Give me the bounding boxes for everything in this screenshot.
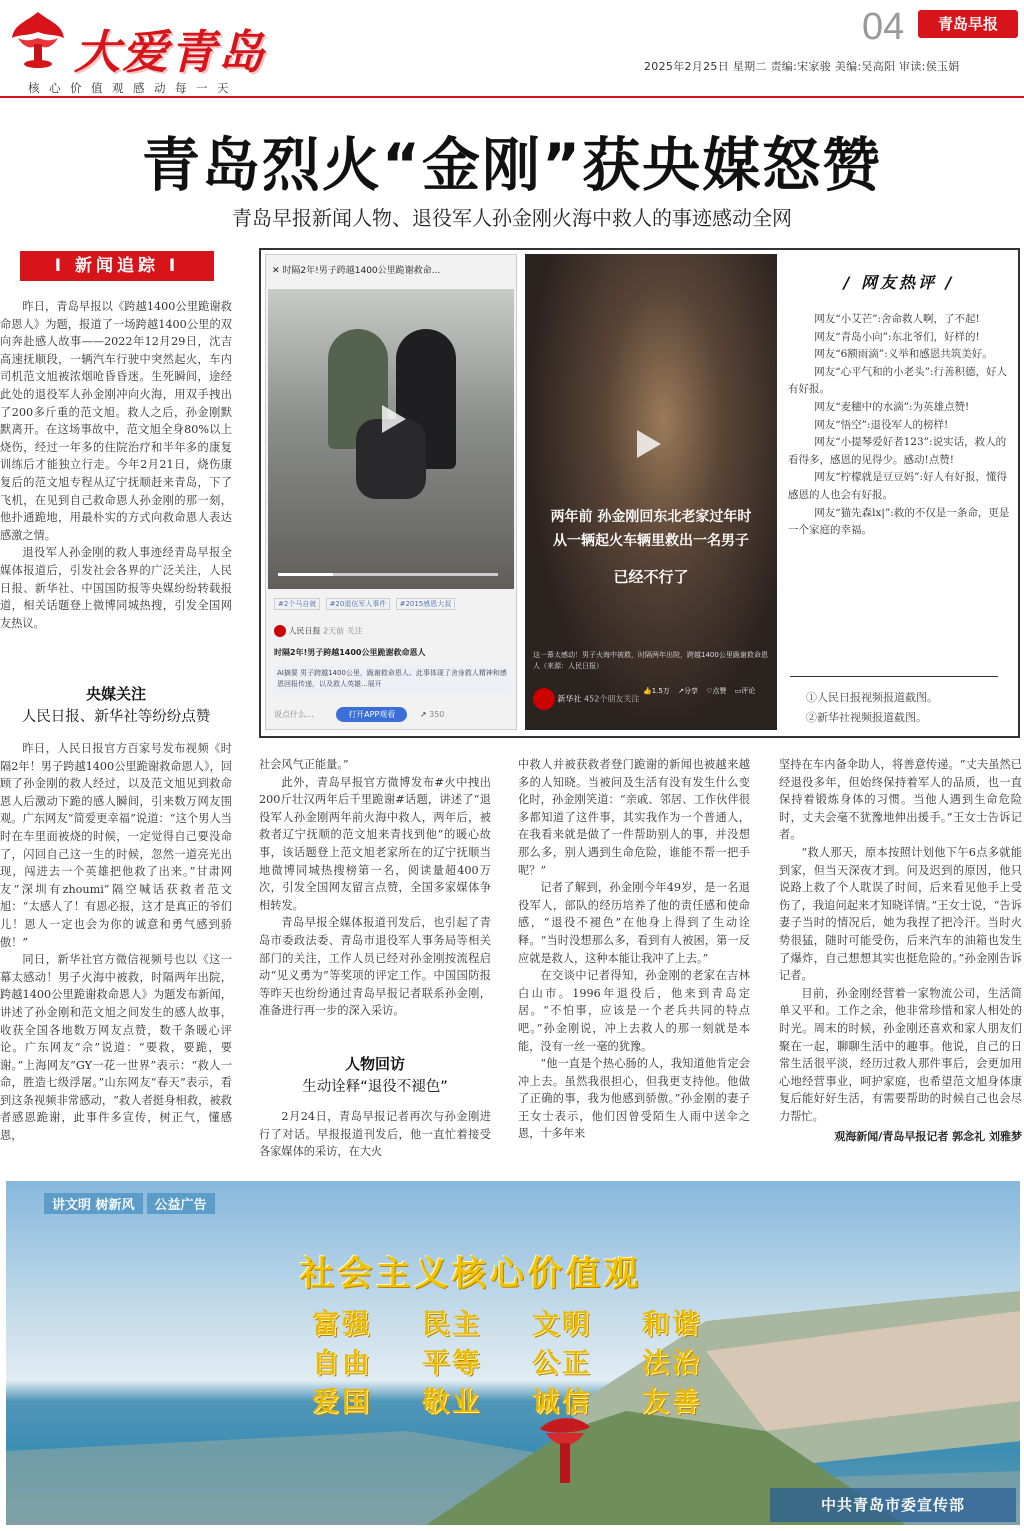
comments-heading: / 网友热评 / xyxy=(843,273,955,292)
section-subtitle-revisit: 生动诠释“退役不褪色” xyxy=(302,1079,448,1095)
comments-divider xyxy=(790,676,998,677)
paragraph: 同日，新华社官方微信视频号也以《这一幕太感动！男子火海中被救，时隔两年出院，跨越1400公里跪谢救命恩人》为题发布新闻，讲述了孙金刚和范文旭之间发生的感人故事，收获全国各地数万网友点赞，数千条暖心评论。广东网友“佘”说道：“要救，要跪，要谢。”上海网友“GY一花一世界”表示：“救人一命，胜造七级浮屠。”山东网友“春天”表示，看到这条视频非常感动，“救人者挺身相救，被救者感恩跪谢，此事件多宣传，树正气，懂感恩， xyxy=(0,953,232,1143)
xinhua-video-screenshot xyxy=(525,254,777,730)
heart-label: 点赞 xyxy=(712,687,727,695)
photo-caption-2: ②新华社视频报道截图。 xyxy=(806,711,927,724)
paragraph: 此外，青岛早报官方微博发布#火中拽出200斤壮汉两年后千里跪谢#话题，讲述了“退役军人孙金刚两年前火海中救人，两年后，被救者辽宁抚顺的范文旭来青找到他”的暖心故事，该话题登上范文旭老家所在的辽宁抚顺当地微博同城热搜榜第一名，阅读量超400万次，引发全国网友留言点赞，全国多家媒体争相转发。 xyxy=(259,775,491,912)
ad-label-civility: 讲文明 树新风 xyxy=(44,1193,143,1214)
article-column-2-top xyxy=(259,756,491,1040)
comment-item: 网友“6额雨滴”:义举和感恩共筑美好。 xyxy=(814,348,993,361)
newspaper-brand: 青岛早报 xyxy=(918,10,1018,38)
comment-item: 网友“悟空”:退役军人的榜样! xyxy=(814,418,949,431)
headline: 青岛烈火“金刚”获央媒怒赞 xyxy=(141,131,883,199)
ad-title: 社会主义核心价值观 xyxy=(300,1254,642,1294)
share-icon[interactable]: ↗ xyxy=(678,687,684,695)
comment-item: 网友“猫先森lx|”:救的不仅是一条命，更是一个家庭的幸福。 xyxy=(788,506,1010,537)
comment-item: 网友“小艾芒”:舍命救人啊，了不起! xyxy=(814,313,980,325)
qingdao-tower-logo-icon xyxy=(6,8,70,72)
article-column-3 xyxy=(518,756,750,1164)
header-divider xyxy=(0,96,1024,98)
core-value: 文明 xyxy=(532,1309,592,1340)
paragraph: “救人那天，原本按照计划他下午6点多就能到家，但当天深夜才到。问及迟到的原因，他只说路上救了个人耽误了时间，后来看见他手上受伤了，我追问起来才知晓详情。”王女士说，“告诉妻子当时的情况后，她为我捏了把冷汗。当时火势很猛，随时可能受伤，后来汽车的油箱也发生了爆炸，自己想想其实也挺危险的。”孙金刚告诉记者。 xyxy=(779,845,1022,983)
core-value: 爱国 xyxy=(312,1387,372,1418)
article-byline: 观海新闻/青岛早报记者 郭念礼 刘雅梦 xyxy=(834,1130,1022,1143)
paragraph: 退役军人孙金刚的救人事迹经青岛早报全媒体报道后，引发社会各界的广泛关注，人民日报、新华社、中国国防报等央媒纷纷转载报道，相关话题登上微博同城热搜，引发全国网友热议。 xyxy=(0,546,232,630)
column-logo-text: 大爱青岛 xyxy=(74,25,266,79)
close-icon: ✕ xyxy=(272,266,283,276)
article-column-4 xyxy=(779,756,1022,1126)
netizen-comments xyxy=(788,270,1010,540)
source-avatar xyxy=(274,625,286,637)
xinhua-avatar xyxy=(533,688,555,710)
issue-meta-line: 2025年2月25日 星期二 责编:宋家骏 美编:吴高阳 审读:侯玉娟 xyxy=(644,60,960,73)
section-title-media: 央媒关注 xyxy=(85,685,146,703)
subtitle-line-3: 已经不行了 xyxy=(613,568,689,586)
peoples-daily-video-screenshot xyxy=(265,254,517,730)
paragraph: 青岛早报全媒体报道刊发后，也引起了青岛市委政法委、青岛市退役军人事务局等相关部门的关注，工作人员已经对孙金刚按流程启动“见义勇为”等奖项的评定工作。中国国防报等昨天也纷纷通过青岛早报记者联系孙金刚，准备进行再一步的深入采访。 xyxy=(259,916,491,1018)
paragraph: 记者了解到，孙金刚今年49岁，是一名退役军人，部队的经历培养了他的责任感和使命感，“退役不褪色”在他身上得到了生动诠释。“当时没想那么多，看到有人被困，第一反应就是救人，这种本能让我冲了上去。” xyxy=(518,881,750,965)
page-number: 04 xyxy=(862,6,905,48)
core-value: 诚信 xyxy=(532,1387,592,1418)
video-description: 这一幕太感动！男子火海中被救，时隔两年出院，跨越1400公里跪谢救命恩人（来源：人民日报） xyxy=(533,651,768,670)
ai-summary: AI摘要 男子跨越1400公里，跪谢救命恩人。此事体现了舍身救人精神和感恩回报传递，以及救人英雄...展开 xyxy=(274,665,510,695)
column-slogan: 核心价值观感动每一天 xyxy=(28,81,238,95)
like-count: 1.5万 xyxy=(651,687,670,695)
article-column-1-top xyxy=(0,298,232,670)
source-meta: 2天前 关注 xyxy=(323,626,363,636)
play-icon[interactable] xyxy=(637,430,661,458)
paragraph: 中救人并被获救者登门跪谢的新闻也被越来越多的人知晓。当被问及生活有没有发生什么变化时，孙金刚笑道：“亲戚、邻居、工作伙伴很多都知道了这件事，其实我作为一个普通人，在我看来就是做了一件帮助别人的事，并没想那么多，别人遇到生命危险，谁能不帮一把手呢？” xyxy=(518,758,750,877)
account-name: 新华社 xyxy=(557,694,582,704)
core-value: 敬业 xyxy=(422,1387,482,1418)
account-meta: 452个朋友关注 xyxy=(584,694,640,704)
core-value: 民主 xyxy=(422,1309,482,1340)
paragraph: 昨日，青岛早报以《跨越1400公里跪谢救命恩人》为题，报道了一场跨越1400公里的双向奔赴感人故事——2022年12月29日，沈吉高速抚顺段，一辆汽车行驶中突然起火，车内司机范文旭被浓烟呛昏昏迷。生死瞬间，途经此处的退役军人孙金刚冲向火海，用双手拽出了200多斤重的范文旭。救人之后，孙金刚默默离开。在这场事故中，范文旭全身80%以上烧伤，经过一年多的住院治疗和半年多的康复训练后才能独立行走。今年2月21日，烧伤康复后的范文旭专程从辽宁抚顺赶来青岛，下了飞机，在见到自己救命恩人孙金刚的那一刻，他扑通跪地，用最朴实的方式向救命恩人表达感激之情。 xyxy=(0,300,232,542)
public-service-ad xyxy=(6,1181,1020,1525)
comment-item: 网友“柠檬就是豆豆妈”:好人有好报，懂得感恩的人也会有好报。 xyxy=(788,471,1008,501)
core-value: 友善 xyxy=(642,1387,702,1418)
section-title-revisit: 人物回访 xyxy=(344,1055,405,1073)
video-caption: 时隔2年!男子跨越1400公里跪谢救命恩人 xyxy=(274,648,426,657)
paragraph: 坚持在车内备伞助人，将善意传递。“丈夫虽然已经退役多年，但始终保持着军人的品质，也一直保持着锻炼身体的习惯。当他人遇到生命危险时，丈夫会毫不犹豫地伸出援手。”王女士告诉记者。 xyxy=(779,758,1022,842)
ad-landscape xyxy=(6,1181,1020,1525)
like-icon[interactable]: 👍 xyxy=(643,687,652,695)
screenshot1-title: 时隔2年!男子跨越1400公里跪谢救命... xyxy=(282,266,441,276)
core-value: 法治 xyxy=(642,1348,702,1379)
core-value: 富强 xyxy=(312,1309,372,1340)
heart-icon[interactable]: ♡ xyxy=(706,687,713,695)
paragraph: 昨日，人民日报官方百家号发布视频《时隔2年！男子跨越1400公里跪谢救命恩人》，回顾了孙金刚的救人经过，以及范文旭见到救命恩人后激动下跪的感人瞬间，引来数万网友围观。广东网友“简爱更幸福”说道：“这个男人当时在车里面被烧的时候，一定觉得自己要没命了，闪回自己这一生的时候，忽然一道亮光出现，闯进去一个英雄把他救了出来。”甘肃网友“深圳有zhoumi”隔空喊话获救者范文旭：“太感人了！有恩必报，这才是真正的爷们儿！恩人一定也会为你的诚意和勇气感到骄傲！” xyxy=(0,742,232,949)
comment-icon[interactable]: ▭ xyxy=(734,687,742,695)
core-value: 公正 xyxy=(532,1348,592,1379)
paragraph: 2月24日，青岛早报记者再次与孙金刚进行了对话。早报报道刊发后，他一直忙着接受各家媒体的采访，在大火 xyxy=(259,1110,491,1159)
section-subtitle-media: 人民日报、新华社等纷纷点赞 xyxy=(21,709,211,725)
tag-chip[interactable]: #2015感恩大叔 xyxy=(396,598,456,610)
share-icon[interactable]: ↗ xyxy=(419,710,427,719)
comment-label: 评论 xyxy=(741,687,756,695)
photo-caption-1: ①人民日报视频报道截图。 xyxy=(806,691,938,704)
comment-item: 网友“小提琴爱好者123”:说实话，救人的看得多，感恩的见得少。感动!点赞! xyxy=(788,436,1007,466)
subheadline: 青岛早报新闻人物、退役军人孙金刚火海中救人的事迹感动全网 xyxy=(232,206,792,230)
share-label: 分享 xyxy=(683,687,698,695)
news-tracking-tag: Ⅰ 新闻追踪 Ⅰ xyxy=(20,251,214,281)
ad-sponsor: 中共青岛市委宣传部 xyxy=(770,1488,1016,1522)
comment-item: 网友“青岛小向”:东北爷们，好样的! xyxy=(814,330,980,343)
tag-chip[interactable]: #2个马自就 xyxy=(274,598,320,610)
comment-count: 350 xyxy=(429,710,445,719)
ad-top-labels xyxy=(44,1193,219,1213)
article-column-1-bottom xyxy=(0,740,232,1164)
open-app-button[interactable]: 打开APP观看 xyxy=(336,707,407,722)
paragraph: 目前，孙金刚经营着一家物流公司，生活简单又平和。工作之余，他非常珍惜和家人相处的时光。周末的时候，孙金刚还喜欢和家人朋友们聚在一起，聊聊生活中的趣事。他说，自己的日常生活很平淡，经历过救人那件事后，会更加用心地经营事业，呵护家庭，也希望范文旭身体康复后能好好生活，有需要帮助的时候自己也会尽力帮忙。 xyxy=(779,986,1022,1123)
comment-item: 网友“麦穗中的水滴”:为英雄点赞! xyxy=(814,400,970,413)
comment-input[interactable]: 说点什么... xyxy=(274,710,314,719)
tag-chip[interactable]: #20退伍军人事件 xyxy=(326,598,391,610)
core-value: 自由 xyxy=(312,1348,372,1379)
video-frame xyxy=(268,289,514,589)
paragraph: “他一直是个热心肠的人，我知道他肯定会冲上去。虽然我很担心，但我更支持他。他做了正确的事，我为他感到骄傲。”孙金刚的妻子王女士表示，他们因曾受陌生人雨中送伞之恩，十多年来 xyxy=(518,1057,750,1141)
article-column-2-bottom xyxy=(259,1108,491,1164)
paragraph: 在交谈中记者得知，孙金刚的老家在吉林白山市。1996年退役后，他来到青岛定居。“不怕事，应该是一个老兵共同的特点吧。”孙金刚说，冲上去救人的那一刻就是本能，没有一丝一毫的犹豫。 xyxy=(518,969,750,1053)
ad-label-psa: 公益广告 xyxy=(147,1193,215,1214)
source-name: 人民日报 xyxy=(288,626,321,636)
subtitle-line-2: 从一辆起火车辆里救出一名男子 xyxy=(553,533,749,549)
play-icon[interactable] xyxy=(382,405,406,433)
comment-item: 网友“心平气和的小老头”:行善积德，好人有好报。 xyxy=(788,365,1008,396)
paragraph: 社会风气正能量。” xyxy=(259,758,349,771)
core-value: 和谐 xyxy=(642,1309,702,1340)
progress-bar[interactable] xyxy=(278,573,498,576)
core-value: 平等 xyxy=(422,1348,482,1379)
subtitle-line-1: 两年前 孙金刚回东北老家过年时 xyxy=(550,509,752,525)
